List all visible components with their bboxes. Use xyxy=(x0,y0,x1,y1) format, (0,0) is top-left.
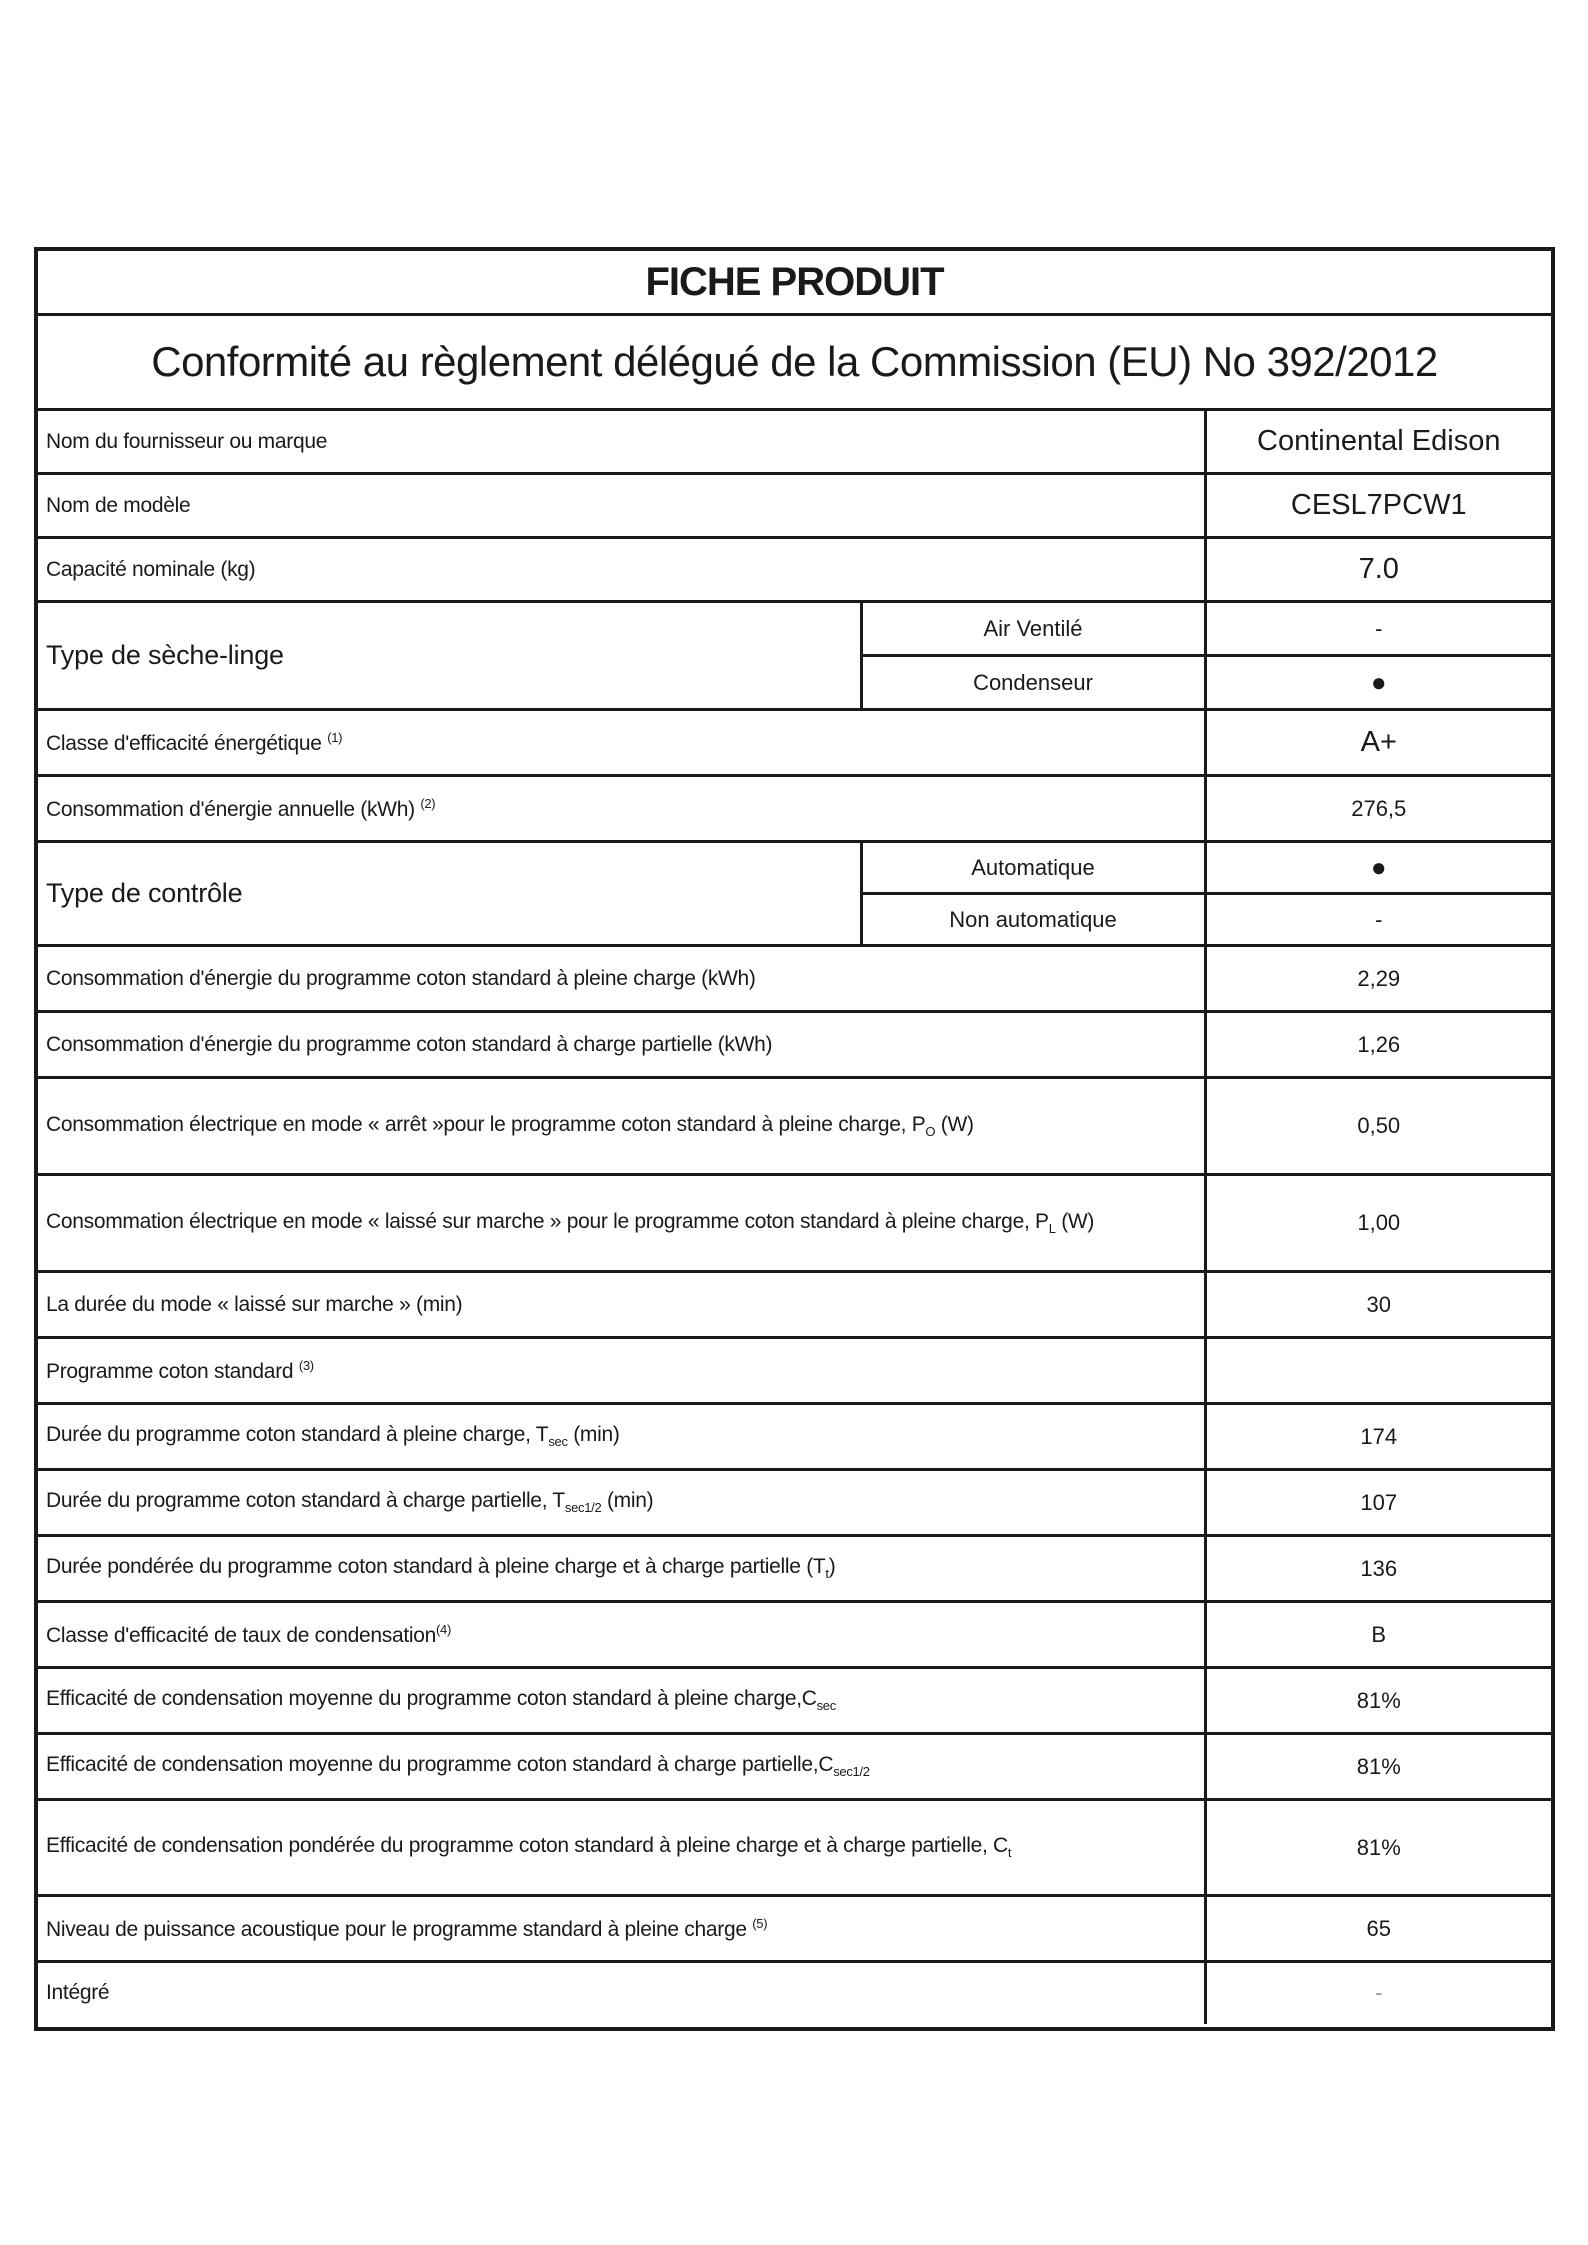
table-row xyxy=(38,1896,1551,1962)
table-row xyxy=(38,538,1551,602)
row-label-condensation-class: Classe d'efficacité de taux de condensation$^{(4)}$ xyxy=(38,1602,1205,1668)
table-row xyxy=(38,1012,1551,1078)
row-label-energy-partial: Consommation d'énergie du programme coton standard à charge partielle (kWh) xyxy=(38,1012,1205,1078)
table-row xyxy=(38,710,1551,776)
table-row xyxy=(38,1602,1551,1668)
row-value-energy-class: A+ xyxy=(1205,710,1551,776)
row-label-cond-weighted: Efficacité de condensation pondérée du programme coton standard à pleine charge et à charge partielle, $C_t$ xyxy=(38,1800,1205,1896)
row-label-cond-full: Efficacité de condensation moyenne du programme coton standard à pleine $charge,C_{sec}$ xyxy=(38,1668,1205,1734)
row-label-power-left-on: Consommation électrique en mode « laissé sur marche » pour le programme coton standard à pleine charge, $P_L$ (W) xyxy=(38,1175,1205,1272)
row-value-standard-program xyxy=(1205,1338,1551,1404)
row-value-duration-partial: 107 xyxy=(1205,1470,1551,1536)
row-value-energy-partial: 1,26 xyxy=(1205,1012,1551,1078)
table-row xyxy=(38,1734,1551,1800)
row-value-cond-full: 81% xyxy=(1205,1668,1551,1734)
product-fiche xyxy=(34,247,1555,2031)
dryer-type-value-condenser: ● xyxy=(1205,656,1551,710)
row-value-power-left-on: 1,00 xyxy=(1205,1175,1551,1272)
row-label-built-in: Intégré xyxy=(38,1962,1205,2024)
table-row xyxy=(38,1338,1551,1404)
footnote-marker: (2) xyxy=(420,795,436,811)
row-label-cond-partial: Efficacité de condensation moyenne du programme coton standard à charge $partielle,C_{sec1/2}$ xyxy=(38,1734,1205,1800)
table-row xyxy=(38,1668,1551,1734)
row-value-duration-weighted: 136 xyxy=(1205,1536,1551,1602)
row-label-model: Nom de modèle xyxy=(38,474,1205,538)
row-value-model: CESL7PCW1 xyxy=(1205,474,1551,538)
row-label-dryer-type: Type de sèche-linge xyxy=(38,602,861,710)
table-row xyxy=(38,474,1551,538)
control-type-value-auto: ● xyxy=(1205,842,1551,894)
row-label-standard-program: Programme coton standard $^{(3)}$ xyxy=(38,1338,1205,1404)
row-label-noise: Niveau de puissance acoustique pour le programme standard à pleine charge $^{(5)}$ xyxy=(38,1896,1205,1962)
table-row xyxy=(38,1078,1551,1175)
row-value-energy-full: 2,29 xyxy=(1205,946,1551,1012)
table-row xyxy=(38,1962,1551,2024)
row-value-annual-energy: 276,5 xyxy=(1205,776,1551,842)
table-row xyxy=(38,946,1551,1012)
footnote-marker: (5) xyxy=(752,1915,768,1931)
row-value-noise: 65 xyxy=(1205,1896,1551,1962)
table-row xyxy=(38,1175,1551,1272)
row-label-duration-weighted: Durée pondérée du programme coton standard à pleine charge et à charge partielle $(T_t)$ xyxy=(38,1536,1205,1602)
row-label-duration-full: Durée du programme coton standard à pleine charge, $T_{sec}$ (min) xyxy=(38,1404,1205,1470)
dryer-type-value-vented: - xyxy=(1205,602,1551,656)
row-value-supplier: Continental Edison xyxy=(1205,410,1551,474)
row-value-cond-partial: 81% xyxy=(1205,1734,1551,1800)
footnote-marker: (3) xyxy=(298,1357,314,1373)
page-title: FICHE PRODUIT xyxy=(38,251,1551,315)
table-row xyxy=(38,1470,1551,1536)
table-row xyxy=(38,1800,1551,1896)
table-row xyxy=(38,1536,1551,1602)
row-label-supplier: Nom du fournisseur ou marque xyxy=(38,410,1205,474)
footnote-marker: (4) xyxy=(436,1621,451,1637)
dryer-type-option-vented: Air Ventilé xyxy=(861,602,1205,656)
row-value-power-off: 0,50 xyxy=(1205,1078,1551,1175)
footnote-marker: (1) xyxy=(327,729,343,745)
row-label-annual-energy: Consommation d'énergie annuelle (kWh) $^{(2)}$ xyxy=(38,776,1205,842)
row-label-energy-full: Consommation d'énergie du programme coton standard à pleine charge (kWh) xyxy=(38,946,1205,1012)
row-value-duration-full: 174 xyxy=(1205,1404,1551,1470)
row-value-built-in: - xyxy=(1205,1962,1551,2024)
page-subtitle: Conformité au règlement délégué de la Commission (EU) No 392/2012 xyxy=(38,315,1551,410)
row-label-duration-partial: Durée du programme coton standard à charge partielle, $T_{sec1/2}$ (min) xyxy=(38,1470,1205,1536)
control-type-option-auto: Automatique xyxy=(861,842,1205,894)
table-row xyxy=(38,1404,1551,1470)
row-value-capacity: 7.0 xyxy=(1205,538,1551,602)
dryer-type-option-condenser: Condenseur xyxy=(861,656,1205,710)
row-value-cond-weighted: 81% xyxy=(1205,1800,1551,1896)
control-type-value-manual: - xyxy=(1205,894,1551,946)
row-label-control-type: Type de contrôle xyxy=(38,842,861,946)
product-table xyxy=(38,251,1551,2024)
row-value-condensation-class: B xyxy=(1205,1602,1551,1668)
table-row xyxy=(38,410,1551,474)
row-value-left-on-duration: 30 xyxy=(1205,1272,1551,1338)
row-label-energy-class: Classe d'efficacité énergétique $^{(1)}$ xyxy=(38,710,1205,776)
row-label-capacity: Capacité nominale (kg) xyxy=(38,538,1205,602)
control-type-option-manual: Non automatique xyxy=(861,894,1205,946)
table-row xyxy=(38,1272,1551,1338)
table-row xyxy=(38,602,1551,656)
row-label-power-off: Consommation électrique en mode « arrêt »pour le programme coton standard à pleine charge, $P_O$ (W) xyxy=(38,1078,1205,1175)
table-row xyxy=(38,776,1551,842)
row-label-left-on-duration: La durée du mode « laissé sur marche » (min) xyxy=(38,1272,1205,1338)
table-row xyxy=(38,842,1551,894)
